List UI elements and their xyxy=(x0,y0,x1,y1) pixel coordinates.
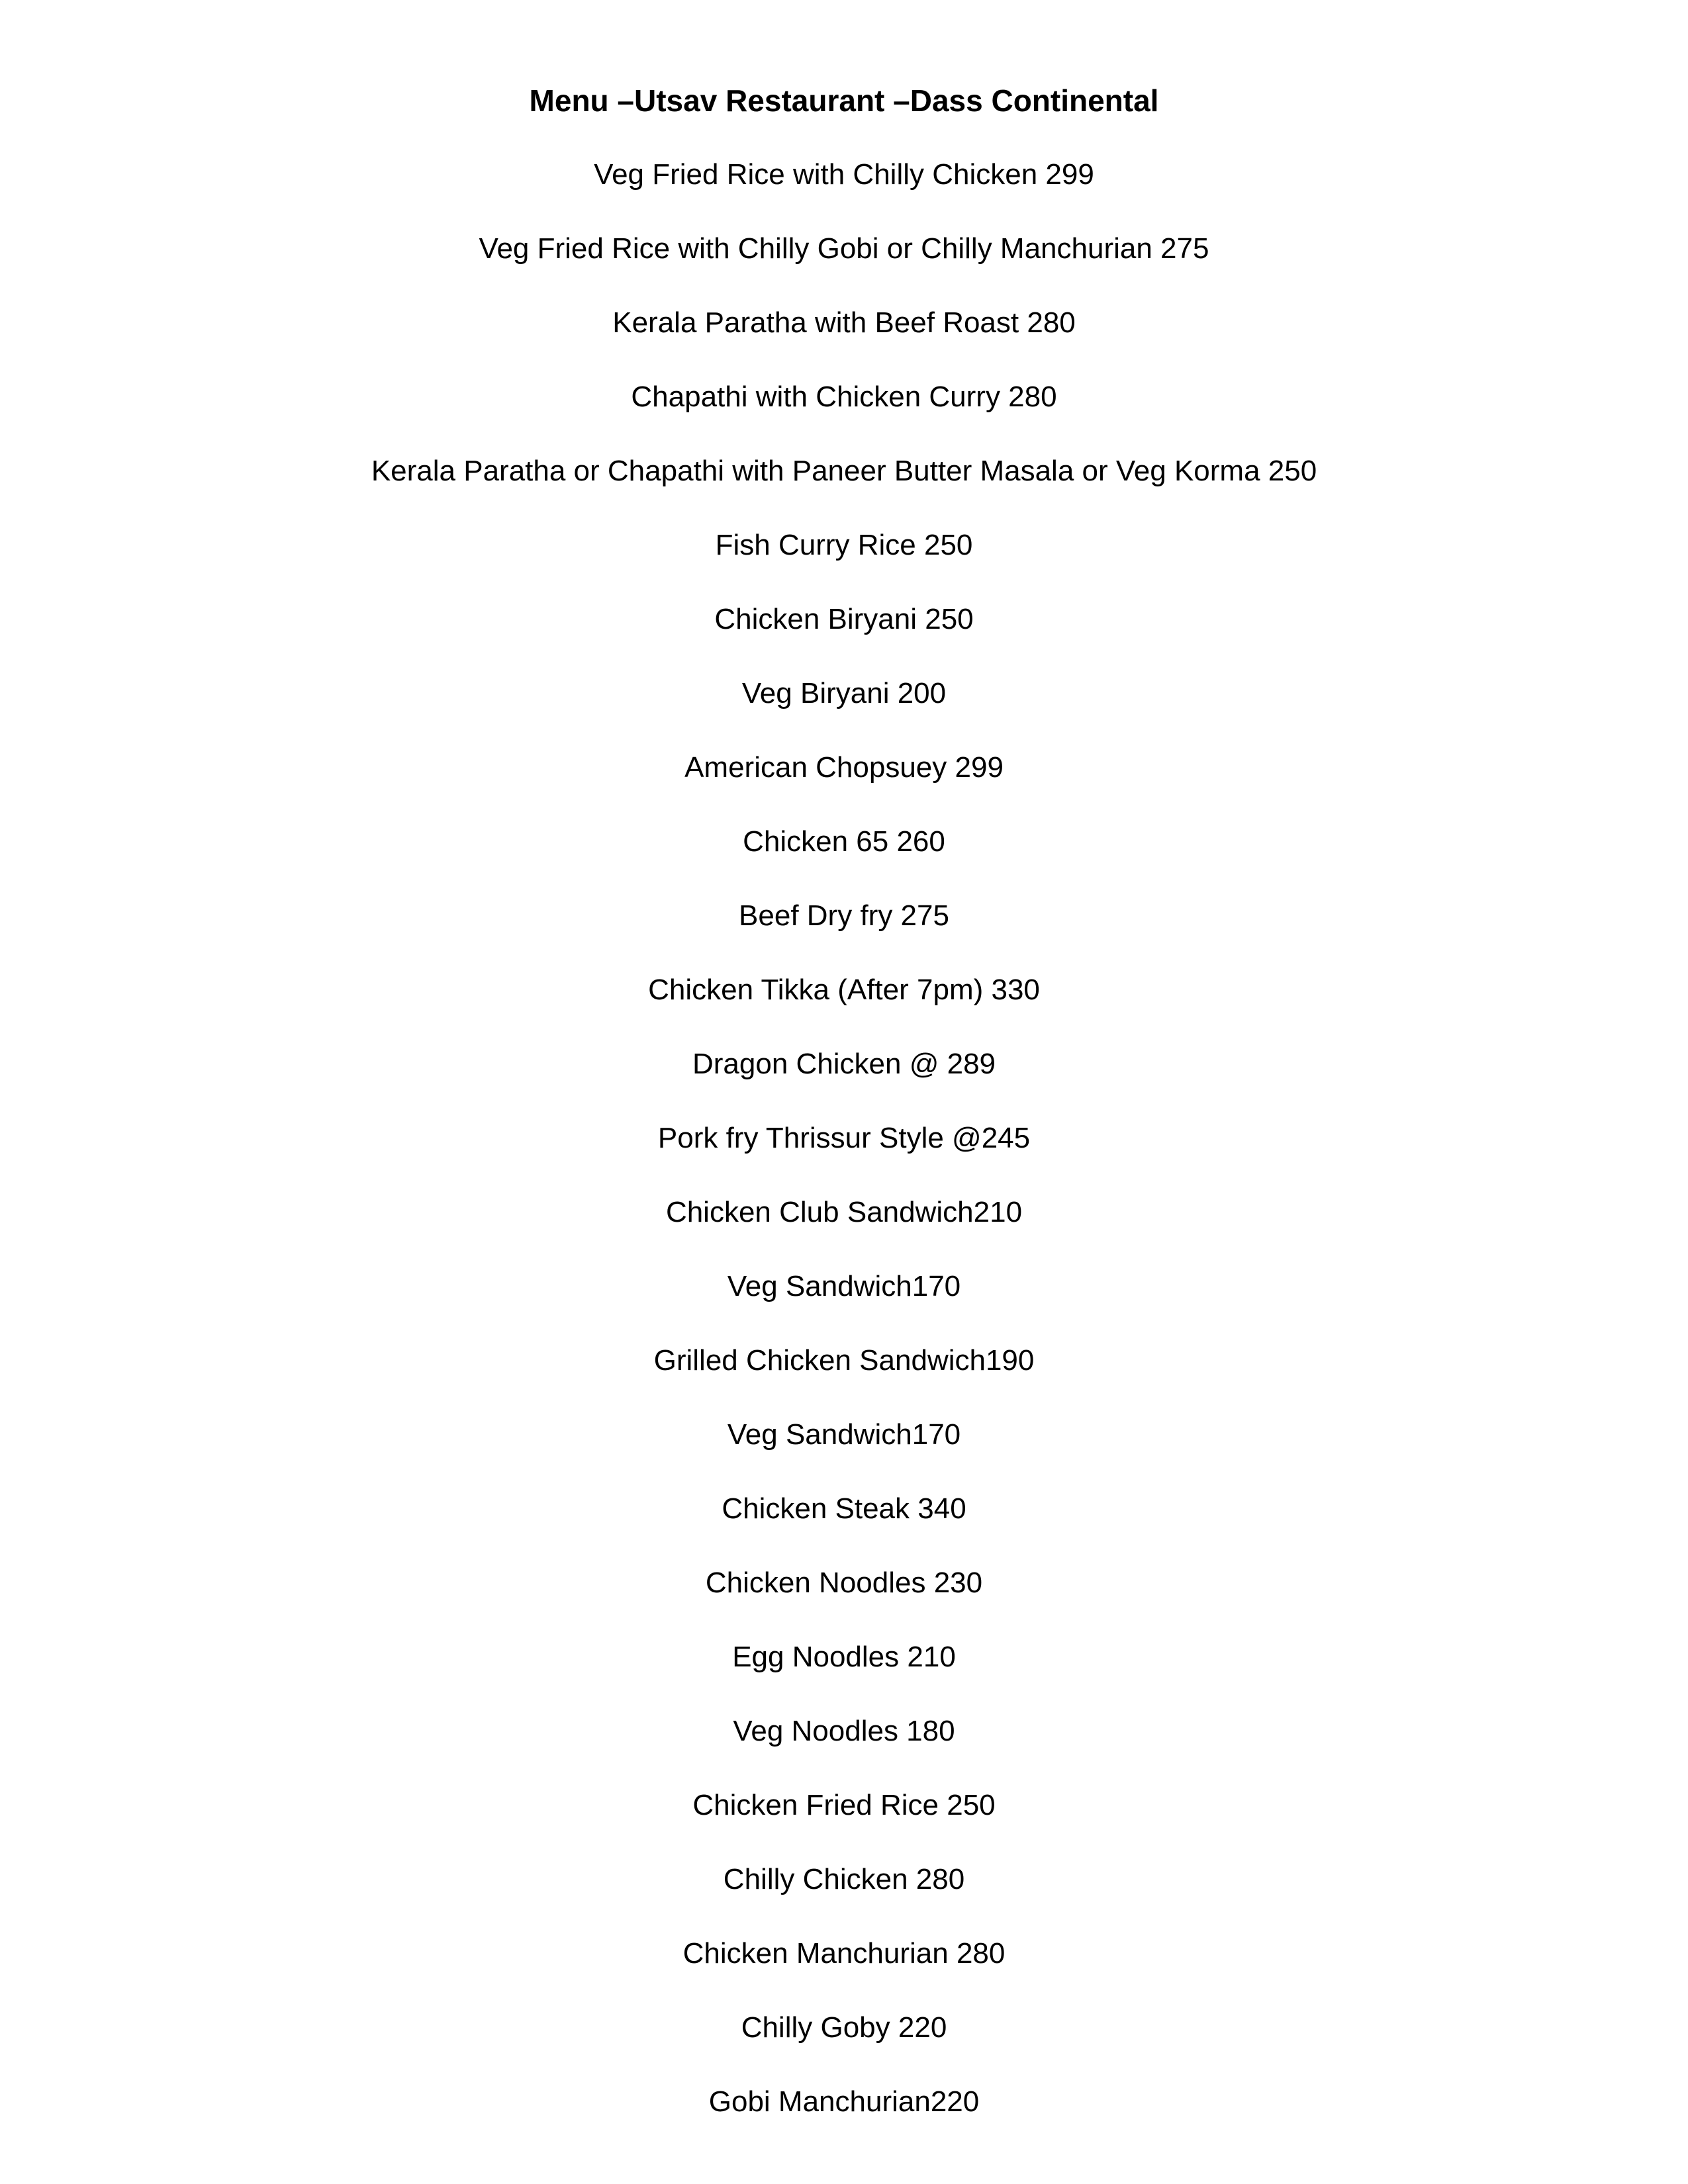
menu-item: American Chopsuey 299 xyxy=(684,751,1004,784)
menu-item: Chicken Biryani 250 xyxy=(714,603,974,635)
menu-item: Chicken Manchurian 280 xyxy=(682,1937,1006,1970)
menu-item: Beef Dry fry 275 xyxy=(739,899,949,932)
menu-item: Veg Biryani 200 xyxy=(741,677,947,709)
menu-item: Veg Sandwich170 xyxy=(727,1418,961,1451)
menu-item: Veg Sandwich170 xyxy=(727,1270,961,1302)
menu-item: Gobi Manchurian220 xyxy=(708,2085,980,2118)
menu-item: Chicken Tikka (After 7pm) 330 xyxy=(648,974,1040,1006)
menu-item: Veg Noodles 180 xyxy=(733,1715,955,1747)
menu-item: Chicken Noodles 230 xyxy=(705,1567,983,1599)
menu-item: Fish Curry Rice 250 xyxy=(715,529,973,561)
menu-item: Egg Noodles 210 xyxy=(732,1641,956,1673)
menu-item: Dragon Chicken @ 289 xyxy=(692,1048,996,1080)
menu-item: Grilled Chicken Sandwich190 xyxy=(653,1344,1035,1377)
menu-item: Kerala Paratha with Beef Roast 280 xyxy=(612,306,1076,339)
menu-item: Chilly Chicken 280 xyxy=(723,1863,965,1895)
menu-item: Pork fry Thrissur Style @245 xyxy=(657,1122,1031,1154)
menu-item: Chapathi with Chicken Curry 280 xyxy=(631,381,1057,413)
menu-item: Chilly Goby 220 xyxy=(741,2011,947,2044)
menu-item: Veg Fried Rice with Chilly Chicken 299 xyxy=(594,158,1094,191)
menu-item: Veg Fried Rice with Chilly Gobi or Chilly Manchurian 275 xyxy=(479,232,1209,265)
menu-item-list xyxy=(0,138,1688,2139)
page-title: Menu –Utsav Restaurant –Dass Continental xyxy=(529,83,1159,118)
menu-item: Chicken Club Sandwich210 xyxy=(665,1196,1023,1228)
menu-item: Chicken Steak 340 xyxy=(722,1492,966,1525)
menu-item: Chicken Fried Rice 250 xyxy=(692,1789,996,1821)
menu-item: Chicken 65 260 xyxy=(743,825,945,858)
menu-item: Kerala Paratha or Chapathi with Paneer Butter Masala or Veg Korma 250 xyxy=(371,455,1317,487)
